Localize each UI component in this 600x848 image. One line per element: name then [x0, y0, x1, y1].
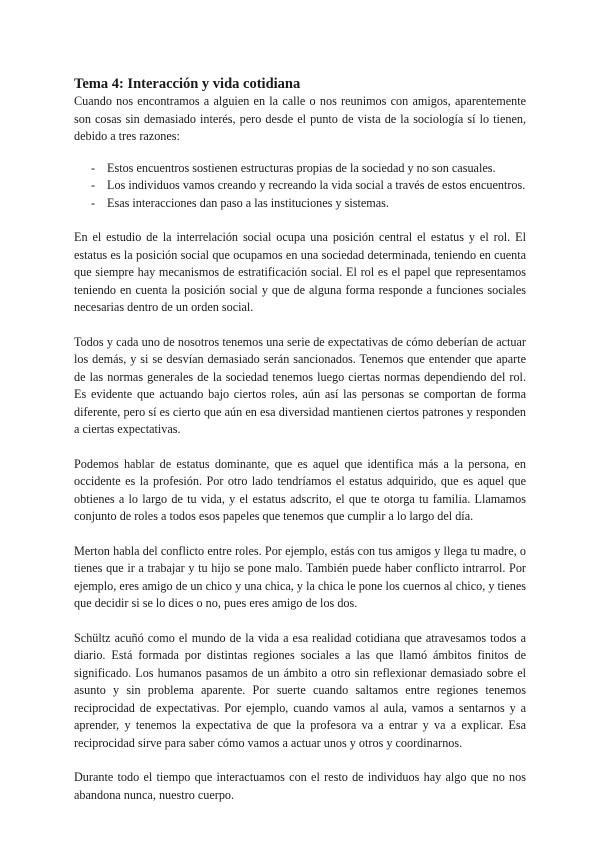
list-item [74, 160, 526, 178]
bullet-marker: - [91, 160, 96, 175]
list-item [74, 195, 526, 213]
intro-paragraph: Cuando nos encontramos a alguien en la calle o nos reunimos con amigos, aparentemente son cosas sin demasiado interés, pero desde el punto de vista de la sociología sí lo tienen, debido a tres razones: [74, 94, 526, 143]
document-page [74, 76, 526, 804]
list-item-text: Los individuos vamos creando y recreando la vida social a través de estos encuentros. [107, 178, 526, 192]
reasons-list [74, 160, 526, 213]
paragraph-status-role: En el estudio de la interrelación social ocupa una posición central el estatus y el rol. El estatus es la posición social que ocupamos en una sociedad determinada, teniendo en cuenta que siempre hay mecanismos de estratificación social. El rol es el papel que representamos teniendo en cuenta la posición social y que de alguna forma responde a funciones sociales necesarias dentro de un orden social. [74, 230, 526, 314]
paragraph-body: Durante todo el tiempo que interactuamos con el resto de individuos hay algo que no nos abandona nunca, nuestro cuerpo. [74, 770, 526, 802]
list-item-text: Esas interacciones dan paso a las instituciones y sistemas. [107, 195, 389, 210]
list-item [74, 177, 526, 195]
paragraph-lifeworld: Schültz acuñó como el mundo de la vida a esa realidad cotidiana que atravesamos todos a diario. Está formada por distintas regiones sociales a las que llamó ámbitos finitos de significado. Los humanos pasamos de un ámbito a otro sin reflexionar demasiado sobre el asunto y sin problema aparente. Por suerte cuando saltamos entre regiones tenemos reciprocidad de expectativas. Por ejemplo, cuando vamos al aula, vamos a sentarnos y a aprender, y tenemos la expectativa de que la profesora va a entrar y va a explicar. Esa reciprocidad sirve para saber cómo vamos a actuar unos y otros y coordinarnos. [74, 630, 526, 750]
paragraph-status-types: Podemos hablar de estatus dominante, que es aquel que identifica más a la persona, en occidente es la profesión. Por otro lado tendríamos el estatus adquirido, que es aquel que obtienes a lo largo de tu vida, y el estatus adscrito, el que te otorga tu familia. Llamamos conjunto de roles a todos esos papeles que tenemos que cumplir a lo largo del día. [74, 456, 526, 523]
paragraph-expectations: Todos y cada uno de nosotros tenemos una serie de expectativas de cómo deberían de actuar los demás, y si se desvían demasiado serán sancionados. Tenemos que entender que aparte de las normas generales de la sociedad tenemos luego ciertas normas dependiendo del rol. Es evidente que actuando bajo ciertos roles, aún así las personas se comportan de forma diferente, pero sí es cierto que aún en esa diversidad mantienen ciertos patrones y responden a ciertas expectativas. [74, 334, 526, 436]
list-item-text: Estos encuentros sostienen estructuras propias de la sociedad y no son casuales. [107, 160, 496, 175]
paragraph-role-conflict: Merton habla del conflicto entre roles. Por ejemplo, estás con tus amigos y llega tu madre, o tienes que ir a trabajar y tu hijo se pone malo. También puede haber conflicto intrarrol. Por ejemplo, eres amigo de un chico y una chica, y la chica le pone los cuernos al chico, y tienes que decidir si se lo dices o no, pues eres amigo de los dos. [74, 543, 526, 610]
bullet-marker: - [91, 178, 96, 192]
bullet-marker: - [91, 195, 96, 210]
page-title: Tema 4: Interacción y vida cotidiana [74, 76, 301, 92]
